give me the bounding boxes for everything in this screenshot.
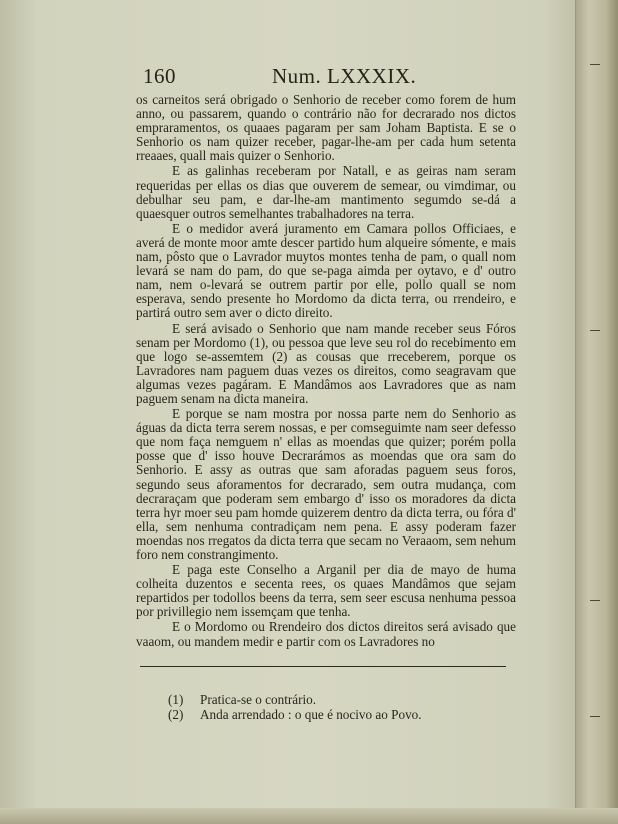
footnote-mark: (1) (168, 692, 184, 707)
footnote (168, 707, 528, 722)
paragraph: E será avisado o Senhorio que nam mande receber seus Fóros senam per Mordomo (1), ou pessoa que leve seu rol do recebimento em que logo se-assemtem (2) as cousas que rreceberem, porque os Lavradores nam paguem duas vezes os direitos, como seagravam que algumas vezes pagáram. E Mandâmos aos Lavradores que as nam paguem senam na dicta maneira. (136, 320, 516, 406)
book-spine (575, 0, 618, 824)
running-title: Num. LXXXIX. (272, 64, 417, 88)
page-number: 160 (143, 64, 176, 88)
paragraph: E as galinhas receberam por Natall, e as geiras nam seram requeridas per ellas os dias que ouverem de semear, ou vimdimar, ou debulhar seu pam, e dar-lhe-am mantimento segumdo se-dá a quaesquer outros semelhantes trabalhadores na terra. (136, 163, 516, 221)
footnote (168, 692, 528, 707)
paragraph: E o medidor averá juramento em Camara pollos Officiaes, e averá de monte moor amte descer partido hum alqueire sómente, e mais nam, pôsto que o Lavrador muytos montes tenha de pam, o quall nom levará se nam do pam, do que se-paga aimda per oytavo, e d' outro nam, nem o-levará se outrem partir por elle, pollo quall se nom esperava, sendo presente ho Mordomo da dicta terra, ou rrendeiro, e partirá outro sem aver o dicto direito. (136, 220, 516, 321)
footnote-mark: (2) (168, 707, 184, 722)
paragraph: E porque se nam mostra por nossa parte nem do Senhorio as águas da dicta terra serem nossas, e per comseguimte nam seer defesso que nom faça nemguem n' ellas as moendas que quizer; porém polla posse que d' isso houve Decrarámos as moendas que ora sam do Senhorio. E assy as outras que sam aforadas paguem seus foros, segundo seus aforamentos for decrarado, sem outra mudança, com decraraçam que poderam sem embargo d' isso os moradores da dicta terra hyr moer seu pam homde quizerem dentro da dicta terra, ou fóra d' ella, sem nenhuma contradiçam nem pena. E assy poderam fazer moendas nos rregatos da dicta terra que secam no Veraaom, sem nehum foro nem constrangimento. (136, 406, 516, 562)
footnotes (168, 692, 528, 722)
footnote-text: Pratica-se o contrário. (200, 692, 317, 707)
footnote-divider (140, 666, 506, 667)
paragraph: os carneitos será obrigado o Senhorio de receber como forem de hum anno, ou passarem, quando o contrário não for decrarado nos dictos empraramentos, os quaaes pagaram per sam Joham Baptista. E se o Senhorio os nam quizer receber, pagar-lhe-am per cada hum setenta rreaaes, quall mais quizer o Senhorio. (136, 92, 516, 164)
page-bottom-edge (0, 808, 618, 824)
spine-mark (590, 716, 600, 717)
body-text (136, 93, 516, 650)
footnote-text: Anda arrendado : o que é nocivo ao Povo. (200, 707, 422, 722)
spine-mark (590, 600, 600, 601)
paragraph: E o Mordomo ou Rrendeiro dos dictos direitos será avisado que vaaom, ou mandem medir e partir com os Lavradores no (136, 619, 516, 649)
spine-mark (590, 330, 600, 331)
paragraph: E paga este Conselho a Arganil per dia de mayo de huma colheita duzentos e secenta rees, os quaes Mandâmos que sejam repartidos per todollos beens da terra, sem seer escusa nenhuma pessoa por privillegio nem issemçam que tenha. (136, 562, 516, 620)
spine-mark (590, 64, 600, 65)
